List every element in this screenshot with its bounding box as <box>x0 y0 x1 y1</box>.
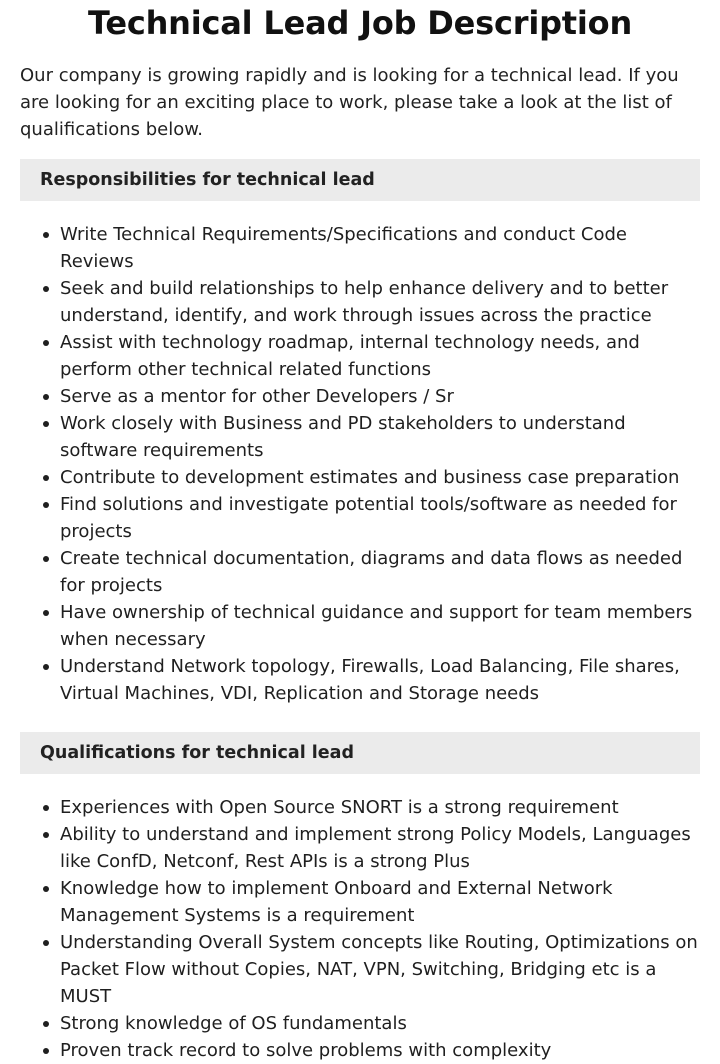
qualifications-heading: Qualifications for technical lead <box>20 732 700 774</box>
intro-paragraph: Our company is growing rapidly and is looking for a technical lead. If you are looking for an exciting place to work, please take a look at the list of qualifications below. <box>20 65 679 140</box>
list-item: Experiences with Open Source SNORT is a strong requirement <box>60 794 700 821</box>
list-item: Understand Network topology, Firewalls, Load Balancing, File shares, Virtual Machines, VDI, Replication and Storage needs <box>60 653 700 707</box>
list-item: Work closely with Business and PD stakeholders to understand software requirements <box>60 410 700 464</box>
list-item: Strong knowledge of OS fundamentals <box>60 1010 700 1037</box>
list-item: Proven track record to solve problems with complexity <box>60 1037 700 1064</box>
responsibilities-list <box>20 221 700 707</box>
list-item: Seek and build relationships to help enhance delivery and to better understand, identify, and work through issues across the practice <box>60 275 700 329</box>
list-item: Create technical documentation, diagrams and data flows as needed for projects <box>60 545 700 599</box>
list-item: Ability to understand and implement strong Policy Models, Languages like ConfD, Netconf, Rest APIs is a strong Plus <box>60 821 700 875</box>
list-item: Understanding Overall System concepts like Routing, Optimizations on Packet Flow without Copies, NAT, VPN, Switching, Bridging etc is a MUST <box>60 929 700 1010</box>
list-item: Contribute to development estimates and business case preparation <box>60 464 700 491</box>
list-item: Assist with technology roadmap, internal technology needs, and perform other technical related functions <box>60 329 700 383</box>
qualifications-list <box>20 794 700 1064</box>
list-item: Knowledge how to implement Onboard and External Network Management Systems is a requirement <box>60 875 700 929</box>
page-title: Technical Lead Job Description <box>87 4 633 42</box>
list-item: Serve as a mentor for other Developers / Sr <box>60 383 700 410</box>
responsibilities-heading: Responsibilities for technical lead <box>20 159 700 201</box>
list-item: Have ownership of technical guidance and support for team members when necessary <box>60 599 700 653</box>
list-item: Find solutions and investigate potential tools/software as needed for projects <box>60 491 700 545</box>
list-item: Write Technical Requirements/Specifications and conduct Code Reviews <box>60 221 700 275</box>
